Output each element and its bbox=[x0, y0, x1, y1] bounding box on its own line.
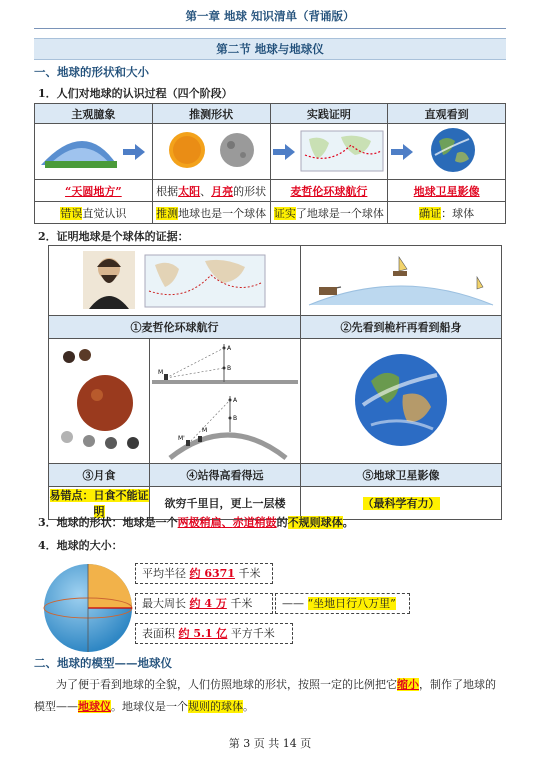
stage3-image-cell bbox=[270, 124, 388, 180]
evidence2-caption: ②先看到桅杆再看到船身 bbox=[301, 316, 502, 339]
svg-text:B: B bbox=[233, 414, 238, 422]
svg-text:A: A bbox=[233, 396, 238, 404]
earth-satellite-image bbox=[389, 125, 505, 175]
evidence1-image bbox=[49, 246, 301, 316]
question-4: 4．地球的大小： bbox=[38, 539, 123, 552]
svg-text:M': M' bbox=[178, 434, 185, 442]
arrow-right-icon bbox=[273, 144, 295, 160]
stage4-image-cell bbox=[388, 124, 506, 180]
col-header-3: 实践证明 bbox=[270, 104, 388, 124]
cognition-stages-table bbox=[34, 103, 506, 224]
svg-text:A: A bbox=[227, 344, 232, 352]
col-header-1: 主观臆象 bbox=[35, 104, 153, 124]
header-divider bbox=[34, 28, 506, 29]
arrow-right-icon bbox=[123, 144, 145, 160]
earth-globe-image bbox=[341, 345, 461, 455]
radius-box: 平均半径 约 6371 千米 bbox=[135, 563, 273, 584]
svg-text:M: M bbox=[202, 426, 208, 434]
question-3: 3．地球的形状：地球是一个两极稍扁、赤道稍鼓的不规则球体。 bbox=[38, 516, 354, 529]
page-header: 第一章 地球 知识清单（背诵版） bbox=[185, 9, 355, 23]
section-title: 第二节 地球与地球仪 bbox=[34, 38, 506, 60]
dome-sky-illustration bbox=[35, 125, 151, 175]
stage4-note: 确证：球体 bbox=[388, 202, 506, 224]
lunar-eclipse-illustration bbox=[49, 345, 149, 455]
sun-moon-illustration bbox=[153, 125, 269, 175]
evidence4-note: 欲穷千里目，更上一层楼 bbox=[150, 487, 301, 520]
evidence5-note: （最科学有力） bbox=[301, 487, 502, 520]
svg-text:B: B bbox=[227, 364, 232, 372]
evidence3-note: 易错点：日食不能证明 bbox=[49, 487, 150, 520]
stage2-title: 根据太阳、月亮的形状 bbox=[152, 180, 270, 202]
world-route-map bbox=[271, 125, 387, 175]
surface-area-box: 表面积 约 5.1 亿 平方千米 bbox=[135, 623, 293, 644]
circumference-box: 最大周长 约 4 万 千米 bbox=[135, 593, 273, 614]
evidence1-caption: ①麦哲伦环球航行 bbox=[49, 316, 301, 339]
page-footer: 第 3 页 共 14 页 bbox=[228, 737, 312, 750]
stage1-note: 错误直觉认识 bbox=[35, 202, 153, 224]
arrow-right-icon bbox=[391, 144, 413, 160]
evidence2-image bbox=[301, 246, 502, 316]
stage3-note: 证实了地球是一个球体 bbox=[270, 202, 388, 224]
heading-globe-model: 二、地球的模型——地球仪 bbox=[34, 656, 172, 670]
svg-text:M: M bbox=[158, 368, 164, 376]
stage3-title: 麦哲伦环球航行 bbox=[270, 180, 388, 202]
magellan-map-illustration bbox=[75, 247, 275, 311]
heading-shape-size: 一、地球的形状和大小 bbox=[34, 65, 149, 79]
col-header-2: 推测形状 bbox=[152, 104, 270, 124]
stage2-image-cell bbox=[152, 124, 270, 180]
stand-high-diagram bbox=[150, 340, 300, 460]
saying-box: —— “坐地日行八万里” bbox=[275, 593, 410, 614]
evidence3-caption: ③月食 bbox=[49, 464, 150, 487]
evidence4-image bbox=[150, 339, 301, 464]
evidence5-image bbox=[301, 339, 502, 464]
globe-paragraph: 为了便于看到地球的全貌，人们仿照地球的形状，按照一定的比例把它缩小，制作了地球的模型——地球仪。地球仪是一个规则的球体。 bbox=[34, 678, 496, 713]
stage1-image-cell bbox=[35, 124, 153, 180]
stage2-note: 推测地球也是一个球体 bbox=[152, 202, 270, 224]
evidence-table bbox=[48, 245, 502, 520]
question-2: 2．证明地球是个球体的证据： bbox=[38, 230, 189, 243]
stage4-title: 地球卫星影像 bbox=[388, 180, 506, 202]
evidence5-caption: ⑤地球卫星影像 bbox=[301, 464, 502, 487]
col-header-4: 直观看到 bbox=[388, 104, 506, 124]
earth-sphere-diagram bbox=[40, 560, 136, 656]
evidence3-image bbox=[49, 339, 150, 464]
question-1: 1．人们对地球的认识过程（四个阶段） bbox=[38, 87, 233, 100]
ship-mast-illustration bbox=[301, 247, 501, 311]
evidence4-caption: ④站得高看得远 bbox=[150, 464, 301, 487]
stage1-title: “天圆地方” bbox=[35, 180, 153, 202]
